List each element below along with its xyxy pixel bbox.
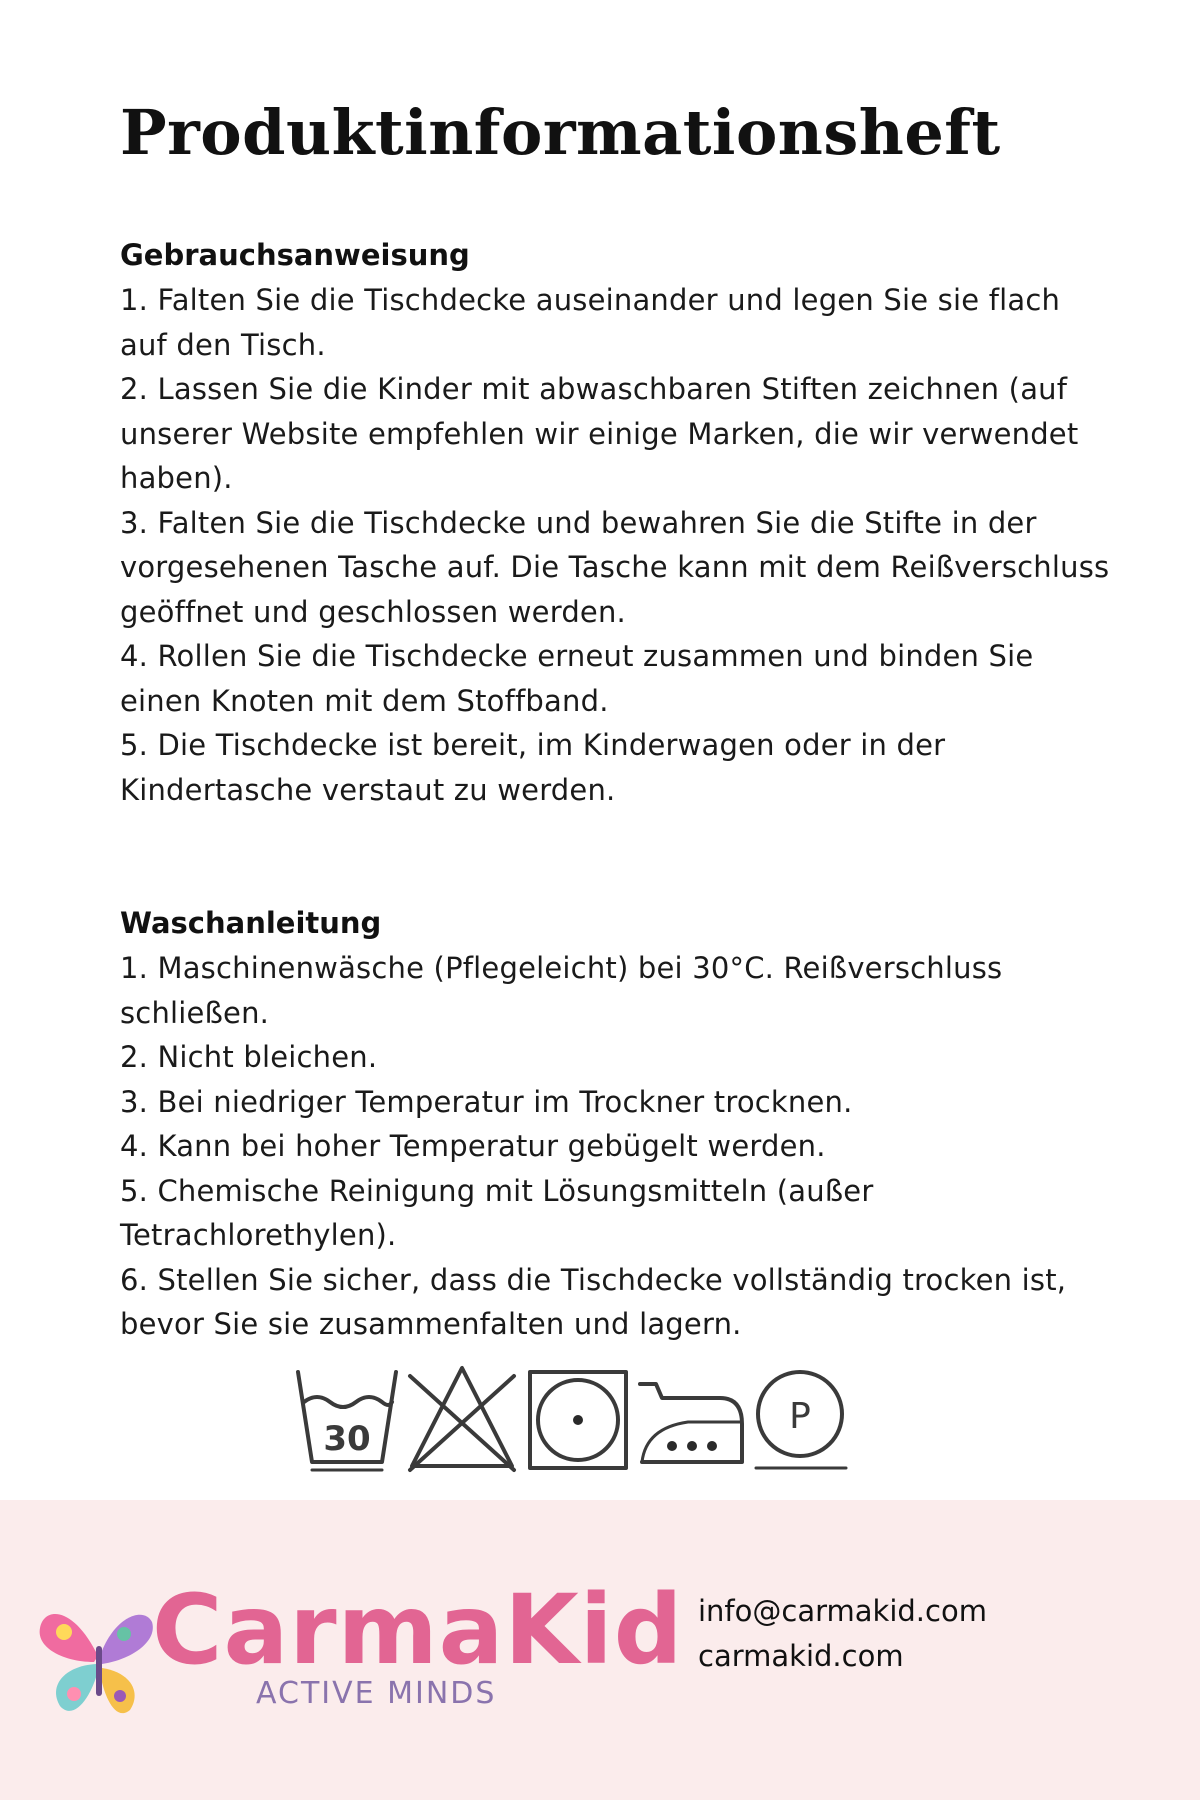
usage-heading: Gebrauchsanweisung bbox=[120, 238, 470, 272]
washing-step: 1. Maschinenwäsche (Pflegeleicht) bei 30°C. Reißverschluss schließen. bbox=[120, 951, 1003, 1030]
logo-name: CarmaKid bbox=[152, 1574, 684, 1686]
no-bleach-icon bbox=[410, 1368, 514, 1470]
tumble-dry-low-icon bbox=[530, 1372, 626, 1468]
usage-step: 3. Falten Sie die Tischdecke und bewahren Sie die Stifte in der vorgesehenen Tasche auf. Die Tasche kann mit dem Reißverschluss geöffnet und geschlossen werden. bbox=[120, 505, 1110, 629]
wash-temp-label: 30 bbox=[323, 1419, 371, 1459]
contact-info bbox=[698, 1589, 987, 1679]
washing-heading: Waschanleitung bbox=[120, 906, 382, 940]
butterfly-icon bbox=[34, 1576, 164, 1726]
dry-clean-p-icon bbox=[756, 1372, 846, 1468]
carmakid-logo bbox=[34, 1574, 684, 1726]
care-symbols bbox=[290, 1358, 890, 1476]
washing-section bbox=[120, 906, 1110, 1347]
usage-step: 1. Falten Sie die Tischdecke auseinander und legen Sie sie flach auf den Tisch. bbox=[120, 283, 1061, 362]
washing-step: 6. Stellen Sie sicher, dass die Tischdecke vollständig trocken ist, bevor Sie sie zusammenfalten und lagern. bbox=[120, 1262, 1067, 1341]
logo-tagline: ACTIVE MINDS bbox=[256, 1676, 497, 1711]
washing-step: 5. Chemische Reinigung mit Lösungsmitteln (außer Tetrachlorethylen). bbox=[120, 1173, 874, 1252]
washing-step: 4. Kann bei hoher Temperatur gebügelt werden. bbox=[120, 1129, 826, 1163]
usage-step: 5. Die Tischdecke ist bereit, im Kinderwagen oder in der Kindertasche verstaut zu werden. bbox=[120, 728, 946, 807]
usage-section bbox=[120, 238, 1110, 812]
washing-step: 3. Bei niedriger Temperatur im Trockner trocknen. bbox=[120, 1084, 853, 1119]
contact-website[interactable]: carmakid.com bbox=[698, 1639, 904, 1673]
wash-30-icon bbox=[298, 1372, 396, 1470]
iron-high-icon bbox=[640, 1384, 742, 1462]
footer bbox=[0, 1500, 1200, 1800]
dryclean-letter: P bbox=[789, 1396, 811, 1437]
usage-step: 2. Lassen Sie die Kinder mit abwaschbaren Stiften zeichnen (auf unserer Website empfehlen wir einige Marken, die wir verwendet haben). bbox=[120, 372, 1079, 495]
page-title: Produktinformationsheft bbox=[120, 96, 1001, 169]
contact-email[interactable]: info@carmakid.com bbox=[698, 1594, 987, 1628]
usage-step: 4. Rollen Sie die Tischdecke erneut zusammen und binden Sie einen Knoten mit dem Stoffband. bbox=[120, 639, 1034, 718]
washing-step: 2. Nicht bleichen. bbox=[120, 1040, 378, 1074]
